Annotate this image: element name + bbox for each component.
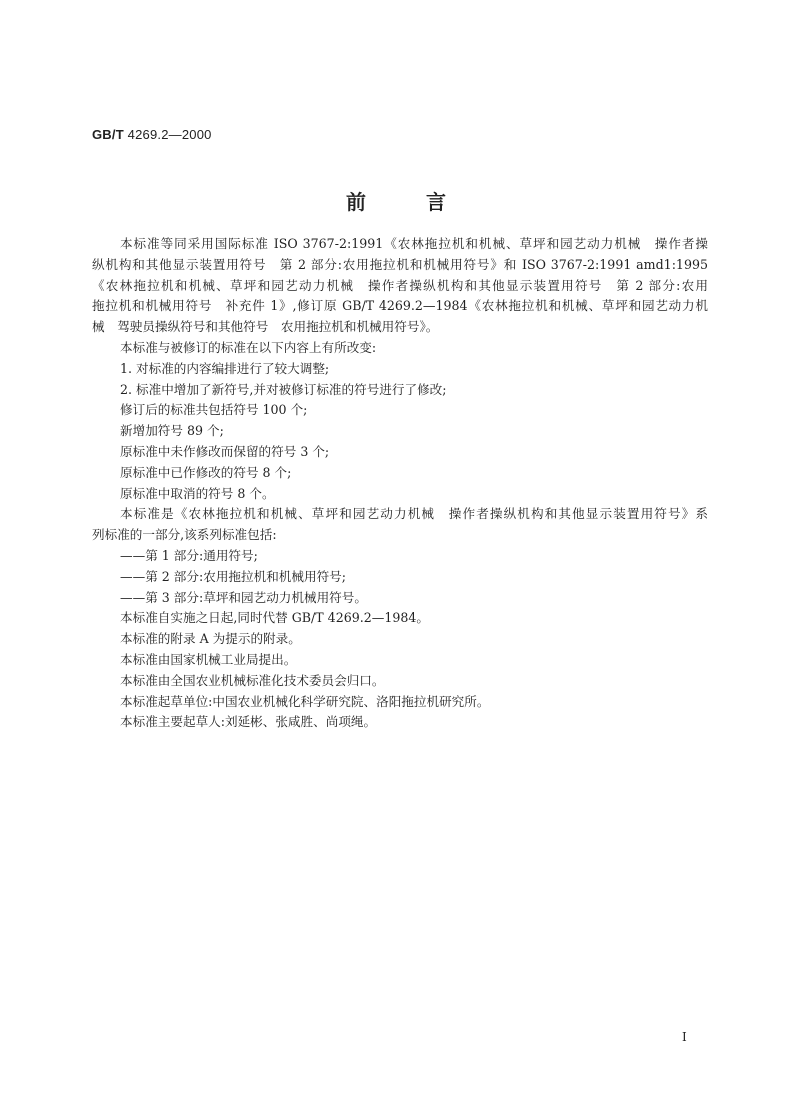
text-line: ——第 2 部分:农用拖拉机和机械用符号; — [120, 568, 347, 584]
text-line: 本标准是《农林拖拉机和机械、草坪和园艺动力机械 操作者操纵机构和其他显示装置用符号》系 — [120, 506, 708, 522]
text-line: 本标准的附录 A 为提示的附录。 — [120, 631, 301, 647]
text-line: 列标准的一部分,该系列标准包括: — [92, 527, 277, 543]
standard-number: 4269.2—2000 — [127, 127, 212, 142]
text-line: 本标准起草单位:中国农业机械化科学研究院、洛阳拖拉机研究所。 — [120, 693, 490, 709]
text-line: 本标准主要起草人:刘延彬、张咸胜、尚项绳。 — [120, 714, 377, 730]
text-line: ——第 3 部分:草坪和园艺动力机械用符号。 — [120, 589, 367, 605]
text-line: 1. 对标准的内容编排进行了较大调整; — [120, 360, 330, 376]
text-line: 本标准与被修订的标准在以下内容上有所改变: — [120, 339, 377, 355]
text-line: 本标准由全国农业机械标准化技术委员会归口。 — [120, 672, 385, 688]
text-line: 本标准由国家机械工业局提出。 — [120, 651, 297, 667]
text-line: 纵机构和其他显示装置用符号 第 2 部分:农用拖拉机和机械用符号》和 ISO 3767-2:1991 amd1:1995 — [92, 256, 708, 272]
page-title: 前言 — [346, 190, 506, 214]
text-line: 拖拉机和机械用符号 补充件 1》,修订原 GB/T 4269.2—1984《农林拖拉机和机械、草坪和园艺动力机 — [92, 298, 708, 314]
text-line: 械 驾驶员操纵符号和其他符号 农用拖拉机和机械用符号》。 — [92, 319, 439, 335]
text-line: 原标准中未作修改而保留的符号 3 个; — [120, 443, 330, 459]
text-line: 2. 标准中增加了新符号,并对被修订标准的符号进行了修改; — [120, 381, 447, 397]
text-line: 原标准中已作修改的符号 8 个; — [120, 464, 292, 480]
document-code — [92, 127, 212, 142]
body-text — [92, 234, 708, 733]
text-line: 修订后的标准共包括符号 100 个; — [120, 402, 308, 418]
text-line: 《农林拖拉机和机械、草坪和园艺动力机械 操作者操纵机构和其他显示装置用符号 第 2 部分:农用 — [92, 277, 708, 293]
text-line: 原标准中取消的符号 8 个。 — [120, 485, 275, 501]
standard-prefix: GB/T — [92, 127, 124, 142]
text-line: 本标准自实施之日起,同时代替 GB/T 4269.2—1984。 — [120, 610, 429, 626]
text-line: ——第 1 部分:通用符号; — [120, 547, 258, 563]
page-number: I — [682, 1030, 687, 1044]
text-line: 新增加符号 89 个; — [120, 423, 224, 439]
text-line: 本标准等同采用国际标准 ISO 3767-2:1991《农林拖拉机和机械、草坪和园艺动力机械 操作者操 — [120, 236, 708, 251]
